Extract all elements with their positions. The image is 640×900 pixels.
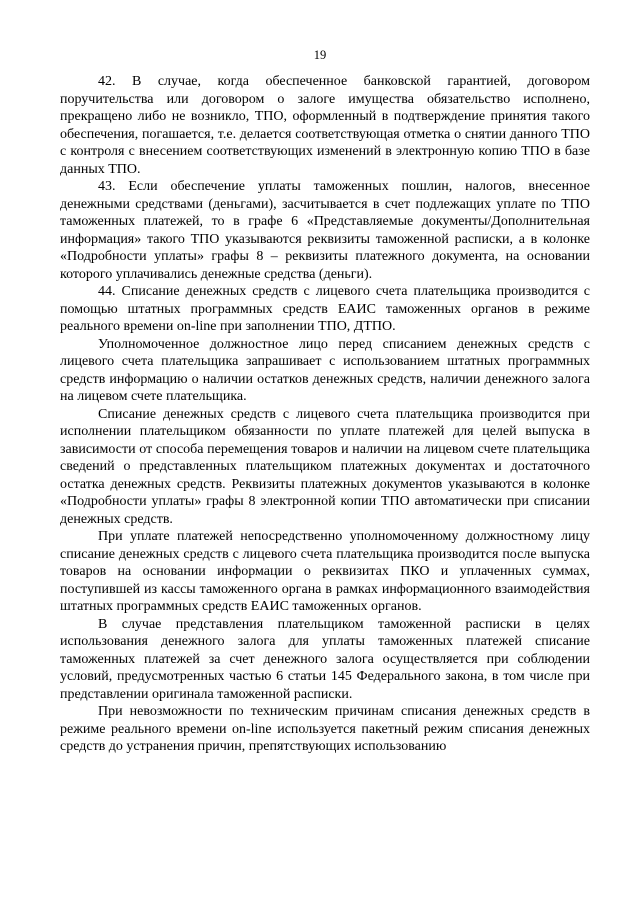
paragraph-balance-request: Уполномоченное должностное лицо перед списанием денежных средств с лицевого счета плательщика запрашивает с использованием штатных программных средств информацию о наличии остатков денежных средств, наличии денежного залога на лицевом счете плательщика. <box>60 336 590 404</box>
paragraph-44: 44. Списание денежных средств с лицевого счета плательщика производится с помощью штатных программных средств ЕАИС таможенных органов в режиме реального времени on-line при заполнении ТПО, ДТПО. <box>60 284 590 334</box>
paragraph-batch-mode: При невозможности по техническим причинам списания денежных средств в режиме реального времени on-line используется пакетный режим списания денежных средств до устранения причин, препятствующих использованию <box>60 704 590 754</box>
paragraph-43: 43. Если обеспечение уплаты таможенных пошлин, налогов, внесенное денежными средствами (деньгами), засчитывается в счет подлежащих уплате по ТПО таможенных платежей, то в графе 6 «Представляемые документы/Дополнительная информация» такого ТПО указываются реквизиты таможенной расписки, а в колонке «Подробности уплаты» графы 8 – реквизиты платежного документа, на основании которого уплачивались денежные средства (деньги). <box>60 179 590 282</box>
document-body <box>60 73 590 756</box>
paragraph-debit-conditions: Списание денежных средств с лицевого счета плательщика производится при исполнении плательщиком обязанности по уплате платежей для целей выпуска в зависимости от способа перемещения товаров и наличии на лицевом счете плательщика сведений о представленных плательщиком платежных документах и достаточного остатка денежных средств. Реквизиты платежных документов указываются в колонке «Подробности уплаты» графы 8 электронной копии ТПО автоматически при списании денежных средств. <box>60 406 590 527</box>
paragraph-42: 42. В случае, когда обеспеченное банковской гарантией, договором поручительства или договором о залоге имущества обязательство исполнено, прекращено либо не возникло, ТПО, оформленный в подтверждение принятия такого обеспечения, погашается, т.е. делается соответствующая отметка о снятии данного ТПО с контроля с внесением соответствующих изменений в электронную копию ТПО в базе данных ТПО. <box>60 74 590 177</box>
paragraph-direct-payment: При уплате платежей непосредственно уполномоченному должностному лицу списание денежных средств с лицевого счета плательщика производится после выпуска товаров на основании информации о реквизитах ПКО и уплаченных суммах, поступившей из кассы таможенного органа в рамках информационного взаимодействия штатных программных средств ЕАИС таможенных органов. <box>60 529 590 614</box>
paragraph-customs-receipt: В случае представления плательщиком таможенной расписки в целях использования денежного залога для уплаты таможенных платежей списание таможенных платежей за счет денежного залога осуществляется при соблюдении условий, предусмотренных частью 6 статьи 145 Федерального закона, в том числе при представлении оригинала таможенной расписки. <box>60 616 590 702</box>
page-number: 19 <box>313 48 327 62</box>
